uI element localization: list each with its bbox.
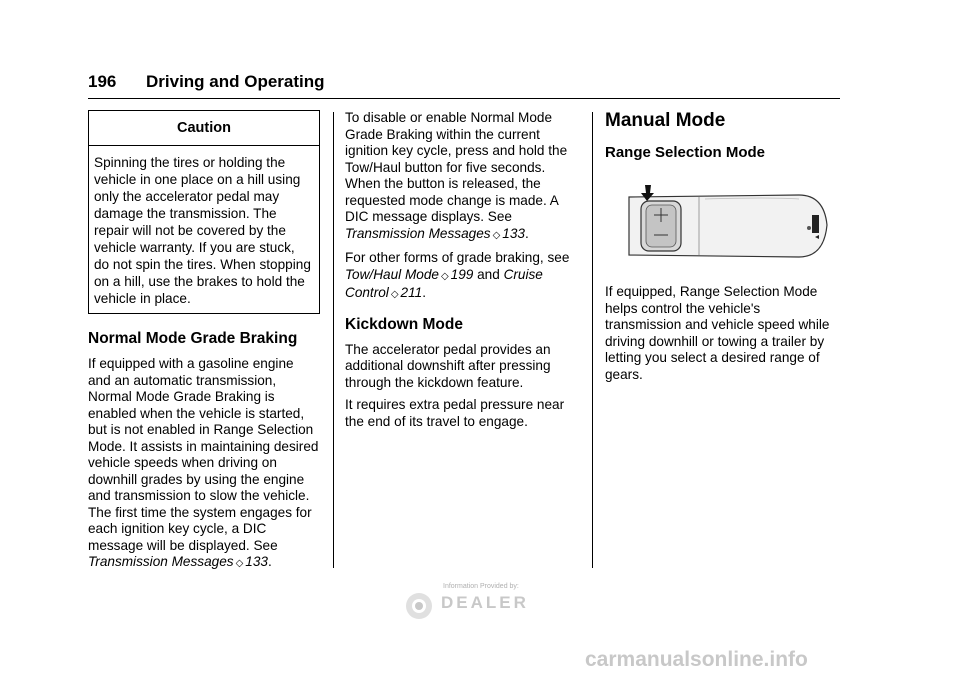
kickdown-paragraph-2: It requires extra pedal pressure near the end of its travel to engage. [345,397,565,429]
section-title: Driving and Operating [146,72,325,91]
column-divider-2 [592,112,593,568]
column-2 [345,110,577,430]
ref-page-number[interactable]: 199 [450,266,474,282]
page-number: 196 [88,72,117,91]
kickdown-paragraph-1: The accelerator pedal provides an additional downshift after pressing through the kickdown feature. [345,341,551,390]
watermark-caption: Information Provided by: [443,583,519,590]
page-ref-arrow-icon: ◇ [235,558,244,569]
para-end: . [267,554,272,569]
page-ref-arrow-icon: ◇ [492,229,501,241]
ref-transmission-messages-link[interactable]: Transmission Messages [88,554,234,569]
and-text: and [473,266,504,282]
plus-minus-switch [641,201,681,251]
shift-lever-illustration [619,185,829,265]
range-selection-paragraph: If equipped, Range Selection Mode helps control the vehicle's transmission and vehicle speed while driving downhill or towing a trailer by letting you select a desired range of gears. [605,284,830,382]
page-ref-arrow-icon: ◇ [390,289,399,300]
page-ref-arrow-icon: ◇ [440,270,449,282]
disable-paragraph [345,110,577,244]
caution-body: Spinning the tires or holding the vehicle in one place on a hill using only the accelerator pedal may damage the transmission. The repair will not be covered by the vehicle warranty. If you are stuck, do not spin the tires. When stopping on a hill, use the brakes to hold the vehicle in place. [94,155,311,306]
normal-mode-heading: Normal Mode Grade Braking [88,330,298,347]
column-1 [88,110,320,573]
footer-site-name[interactable]: carmanualsonline.info [585,648,808,671]
other-forms-text: For other forms of grade braking, see [345,250,570,265]
column-3 [605,110,840,383]
column-divider-1 [333,112,334,568]
caution-title: Caution [89,111,319,146]
watermark-logo-text: DEALER [441,593,529,612]
ref-cruise-control-link[interactable]: Cruise Control [345,266,543,300]
ref-tow-haul-link[interactable]: Tow/Haul Mode [345,266,439,282]
watermark-logo-icon [403,591,435,621]
ref-page-number[interactable]: 133 [245,554,268,569]
normal-mode-paragraph [88,356,320,573]
para-end: . [422,285,426,300]
caution-box [88,110,320,314]
ref-page-number[interactable]: 211 [400,285,423,300]
disable-text: To disable or enable Normal Mode Grade Braking within the current ignition key cycle, press and hold the Tow/Haul button for five seconds. When the button is released, the requested mode change is made. A DIC message displays. See [345,110,568,224]
other-forms-paragraph [345,250,577,304]
kickdown-heading: Kickdown Mode [345,315,463,333]
dealer-watermark [403,583,548,623]
manual-mode-heading: Manual Mode [605,110,726,131]
ref-transmission-messages-link[interactable]: Transmission Messages [345,225,491,241]
page-header [88,70,840,99]
para-end: . [524,225,529,241]
ref-page-number[interactable]: 133 [502,225,525,241]
range-selection-heading: Range Selection Mode [605,144,766,161]
normal-mode-text: If equipped with a gasoline engine and an automatic transmission, Normal Mode Grade Braking is enabled when the vehicle is started, but is not enabled in Range Selection Mode. It assists in maintaining desired vehicle speeds when driving on downhill grades by using the engine and transmission to slow the vehicle. The first time the system engages for each ignition key cycle, a DIC message will be displayed. See [88,356,319,553]
